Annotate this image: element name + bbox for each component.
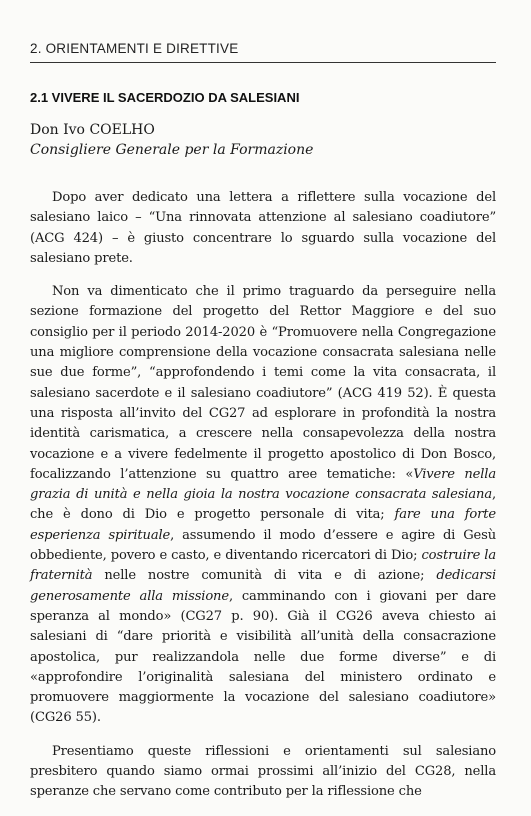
running-head: 2. ORIENTAMENTI E DIRETTIVE (30, 41, 239, 56)
paragraph-2-emphasis-3: costruire la fraternità (30, 548, 496, 584)
paragraph-2-text-e: , assumendo il modo d’essere e agire di Gesù obbediente, povero e casto, e diventando ricercatori di Dio; (30, 527, 496, 564)
paragraph-2-emphasis-1: Vivere nella grazia di unità e nella gioia la nostra vocazione consacrata salesiana (30, 466, 497, 503)
paragraph-1: Dopo aver dedicato una lettera a riflettere sulla vocazione del salesiano laico – “Una rinnovata attenzione al salesiano coadiutore” (ACG 424) – è giusto concentrare lo sguardo sulla vocazione del salesiano prete. (30, 190, 496, 266)
paragraph-2-emphasis-4: dedicarsi generosamente alla missione (30, 568, 496, 604)
paragraph-2-emphasis-2: fare una forte esperienza spirituale (30, 507, 496, 543)
body-text (30, 188, 496, 816)
paragraph-2-text-i: , camminando con i giovani per dare speranza al mondo» (CG27 p. 90). Già il CG26 aveva chiesto ai salesiani di “dare priorità e visibilità all’unità della consacrazione apostolica, pur realizzandola nelle due forme diverse” e di «approfondire l’originalità salesiana del ministero ordinato e promuovere maggiormente la vocazione del salesiano coadiutore» (CG26 55). (30, 588, 496, 726)
paragraph-2-text-g: nelle nostre comunità di vita e di azione; (92, 568, 437, 584)
document-page (30, 0, 497, 800)
section-title: 2.1 VIVERE IL SACERDOZIO DA SALESIANI (30, 90, 300, 105)
author-role: Consigliere Generale per la Formazione (30, 142, 314, 158)
author-name: Don Ivo COELHO (30, 122, 155, 138)
header-rule (30, 62, 496, 63)
paragraph-3: Presentiamo queste riflessioni e orientamenti sul salesiano presbitero quando siamo ormai prossimi all’inizio del CG28, nella speranze che servano come contributo per la riflessione che (30, 743, 496, 800)
paragraph-2 (30, 282, 496, 729)
paragraph-2-text-a: Non va dimenticato che il primo traguardo da perseguire nella sezione formazione del progetto del Rettor Maggiore e del suo consiglio per il periodo 2014-2020 è “Promuovere nella Congregazione una migliore comprensione della vocazione consacrata salesiana nelle sue due forme”, “approfondendo i temi come la vita consacrata, il salesiano sacerdote e il salesiano coadiutore” (ACG 419 52). È questa una risposta all’invito del CG27 ad esplorare in profondità la nostra identità carismatica, a crescere nella consapevolezza della nostra vocazione e a vivere fedelmente il progetto apostolico di Don Bosco, focalizzando l’attenzione su quattro aree tematiche: « (30, 284, 496, 482)
paragraph-2-text-c: , che è dono di Dio e progetto personale di vita; (30, 487, 496, 523)
